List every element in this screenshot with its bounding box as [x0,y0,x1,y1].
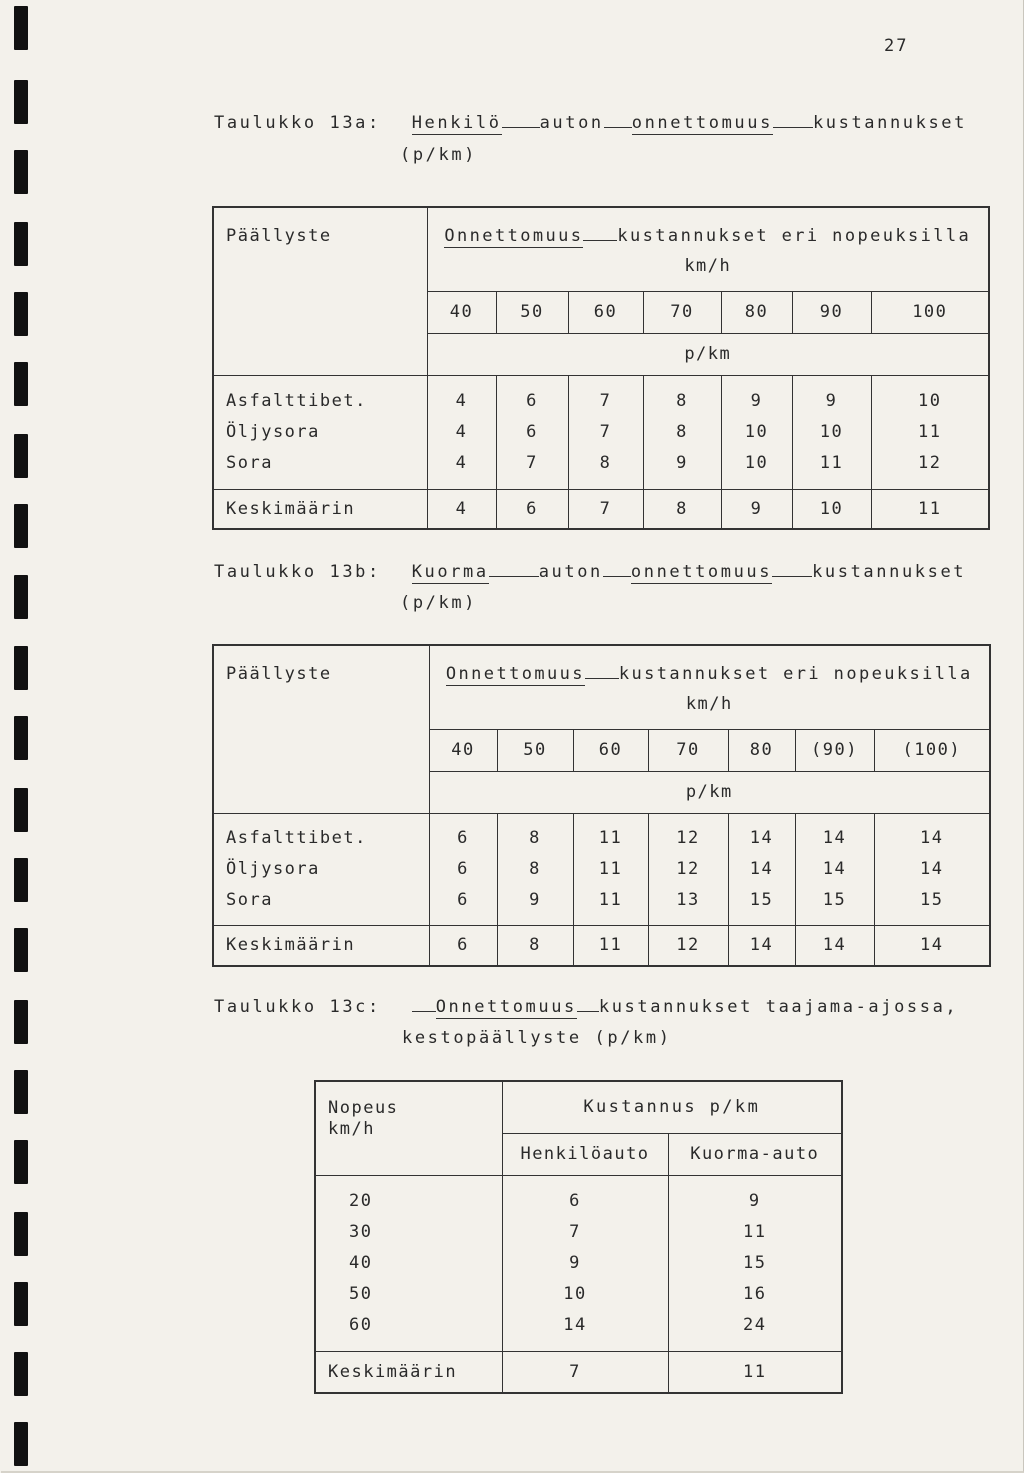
table-a-cell: 8 [676,421,688,442]
table-a-row-label: Öljysora [226,421,320,442]
table-b-caption-unit: (p/km) [400,593,478,613]
table-b-cell: 15 [822,889,847,910]
table-b-cell: 11 [598,889,623,910]
table-b-speed: (90) [795,729,874,771]
table-a-average-cell: 9 [721,489,792,529]
table-a-cell: 7 [526,452,538,473]
table-b-row-label: Asfalttibet. [226,827,367,848]
table-b-cell: 14 [920,827,944,848]
table-c-caption-rest: kustannukset taajama-ajossa, [598,997,959,1017]
table-a-cell: 11 [918,421,942,442]
table-b-cell: 11 [598,827,623,848]
table-a-cell: 7 [599,390,612,411]
table-b-col [728,813,795,925]
table-c-header-speed-label: Nopeus [328,1098,399,1118]
table-b-average-cell: 12 [648,925,728,966]
table-a-average-cell: 4 [427,489,496,529]
table-a [212,206,990,530]
table-c-cell: 6 [569,1190,581,1211]
table-a-cell: 6 [526,390,538,411]
table-a-col [496,375,568,489]
table-b-caption-word: kustannukset [812,562,967,582]
table-b [212,644,991,967]
table-a-cell: 8 [676,390,688,411]
table-a-cell: 10 [744,421,769,442]
table-a-cell: 12 [918,452,942,473]
table-b-speed: 50 [497,729,573,771]
table-b-cell: 14 [920,858,944,879]
table-a-value-unit: p/km [427,333,989,375]
table-b-caption-word: Kuorma [411,562,489,582]
table-b-col [573,813,648,925]
table-c-speed: 30 [349,1221,373,1242]
table-c-average-row [315,1351,842,1393]
table-c-caption-label: Taulukko 13c: [214,997,381,1017]
table-b-speed: 60 [573,729,648,771]
table-a-col [643,375,721,489]
table-a-speed: 100 [871,291,989,333]
table-b-average-cell: 11 [573,925,648,966]
table-c [314,1080,843,1394]
table-b-col [874,813,990,925]
table-a-cell: 4 [455,390,468,411]
table-c-cell: 10 [563,1283,587,1304]
table-a-group-header-rest: kustannukset eri nopeuksilla [617,226,972,247]
table-b-group-header-word: Onnettomuus [445,664,585,685]
table-b-group-header [429,645,990,729]
table-a-average-cell: 10 [792,489,871,529]
table-a-speed: 90 [792,291,871,333]
table-a-row-label: Sora [226,452,273,473]
table-b-cell: 11 [598,858,623,879]
table-b-caption-label: Taulukko 13b: [214,562,381,582]
table-b-caption-word: onnettomuus [630,562,773,582]
table-b-caption [214,562,966,584]
table-a-average-cell: 7 [568,489,643,529]
table-c-group-header: Kustannus p/km [502,1081,842,1133]
table-a-cell: 7 [599,421,612,442]
table-a-cell: 4 [455,452,468,473]
table-a-cell: 9 [750,390,763,411]
table-c-caption-word: Onnettomuus [435,997,577,1017]
table-a-cell: 8 [599,452,612,473]
table-a-surface-labels [213,375,427,489]
table-b-average-cell: 14 [728,925,795,966]
table-a-cell: 10 [918,390,942,411]
table-b-cell: 14 [822,858,847,879]
table-b-cell: 13 [676,889,700,910]
table-b-cell: 6 [457,858,469,879]
table-a-cell: 6 [526,421,538,442]
table-c-header-speed [315,1081,502,1175]
table-b-speed: 70 [648,729,728,771]
table-b-surface-labels [213,813,429,925]
table-b-cell: 14 [749,827,774,848]
table-c-speed: 40 [349,1252,373,1273]
table-a-caption-word: onnettomuus [631,113,773,133]
table-c-caption-line-2: kestopäällyste (p/km) [402,1028,672,1048]
table-b-cell: 8 [529,827,541,848]
table-c-cell: 9 [569,1252,581,1273]
table-b-cell: 14 [822,827,847,848]
table-b-cell: 6 [457,827,469,848]
table-a-row-label: Asfalttibet. [226,390,367,411]
table-a-caption-word: Henkilö [411,113,502,133]
table-b-average-cell: 8 [497,925,573,966]
table-c-average-label: Keskimäärin [315,1351,502,1393]
table-c-cell: 24 [743,1314,767,1335]
table-b-group-header-rest: kustannukset eri nopeuksilla [618,664,973,685]
table-a-caption-unit: (p/km) [400,145,478,165]
table-b-cell: 15 [920,889,944,910]
table-a-col [427,375,496,489]
table-b-cell: 8 [529,858,541,879]
table-b-col [795,813,874,925]
table-b-caption-word: auton [538,562,603,582]
table-b-speed: (100) [874,729,990,771]
table-c-cell: 15 [743,1252,767,1273]
table-c-speed: 50 [349,1283,373,1304]
table-b-average-cell: 6 [429,925,497,966]
table-a-caption-label: Taulukko 13a: [214,113,381,133]
table-b-body-row [213,813,990,925]
table-c-henkiloauto-values [502,1175,668,1351]
table-a-average-cell: 8 [643,489,721,529]
table-a-col [721,375,792,489]
table-c-col-kuorma-auto: Kuorma-auto [668,1133,842,1175]
table-c-speeds [315,1175,502,1351]
table-b-row-label: Sora [226,889,273,910]
table-b-average-cell: 14 [795,925,874,966]
table-b-header-surface: Päällyste [213,645,429,813]
table-c-body-row [315,1175,842,1351]
table-a-speed-unit: km/h [684,256,732,277]
table-b-speed: 80 [728,729,795,771]
table-a-cell: 10 [744,452,769,473]
table-a-col [871,375,989,489]
table-b-cell: 9 [529,889,541,910]
table-b-row-label: Öljysora [226,858,320,879]
table-a-cell: 11 [819,452,844,473]
table-a-average-cell: 6 [496,489,568,529]
table-a-speed: 60 [568,291,643,333]
table-c-cell: 14 [563,1314,587,1335]
table-a-cell: 4 [455,421,468,442]
table-b-col [497,813,573,925]
table-c-average-henkiloauto: 7 [502,1351,668,1393]
table-b-cell: 12 [676,827,700,848]
table-b-cell: 15 [749,889,774,910]
table-a-caption [214,113,967,135]
table-a-cell: 9 [825,390,838,411]
table-c-cell: 16 [743,1283,767,1304]
table-a-caption-word: auton [539,113,604,133]
table-c-speed: 20 [349,1190,373,1211]
table-b-cell: 12 [676,858,700,879]
table-c-kuorma-auto-values [668,1175,842,1351]
table-c-cell: 7 [569,1221,581,1242]
table-a-cell: 10 [819,421,844,442]
table-c-cell: 11 [743,1221,767,1242]
table-a-cell: 9 [676,452,688,473]
table-a-header-surface: Päällyste [213,207,427,375]
table-b-value-unit: p/km [429,771,990,813]
table-b-average-row [213,925,990,966]
table-b-speed-unit: km/h [685,694,733,715]
table-c-speed: 60 [349,1314,373,1335]
table-b-speed: 40 [429,729,497,771]
table-c-caption [214,997,958,1019]
table-b-cell: 14 [749,858,774,879]
table-a-group-header-word: Onnettomuus [444,226,584,247]
table-a-speed: 50 [496,291,568,333]
table-a-speed: 70 [643,291,721,333]
table-a-col [792,375,871,489]
table-b-average-label: Keskimäärin [213,925,429,966]
table-a-speed: 40 [427,291,496,333]
table-b-col [648,813,728,925]
table-a-average-label: Keskimäärin [213,489,427,529]
table-a-col [568,375,643,489]
table-c-cell: 9 [748,1190,761,1211]
table-b-average-cell: 14 [874,925,990,966]
table-c-average-kuorma-auto: 11 [668,1351,842,1393]
table-a-speed: 80 [721,291,792,333]
table-b-col [429,813,497,925]
table-a-caption-word: kustannukset [812,113,967,133]
table-a-group-header [427,207,989,291]
table-a-average-cell: 11 [871,489,989,529]
table-c-col-henkiloauto: Henkilöauto [502,1133,668,1175]
table-a-average-row [213,489,989,529]
table-b-cell: 6 [457,889,469,910]
page-number: 27 [884,36,909,56]
table-a-body-row [213,375,989,489]
table-c-header-speed-unit: km/h [328,1119,375,1139]
